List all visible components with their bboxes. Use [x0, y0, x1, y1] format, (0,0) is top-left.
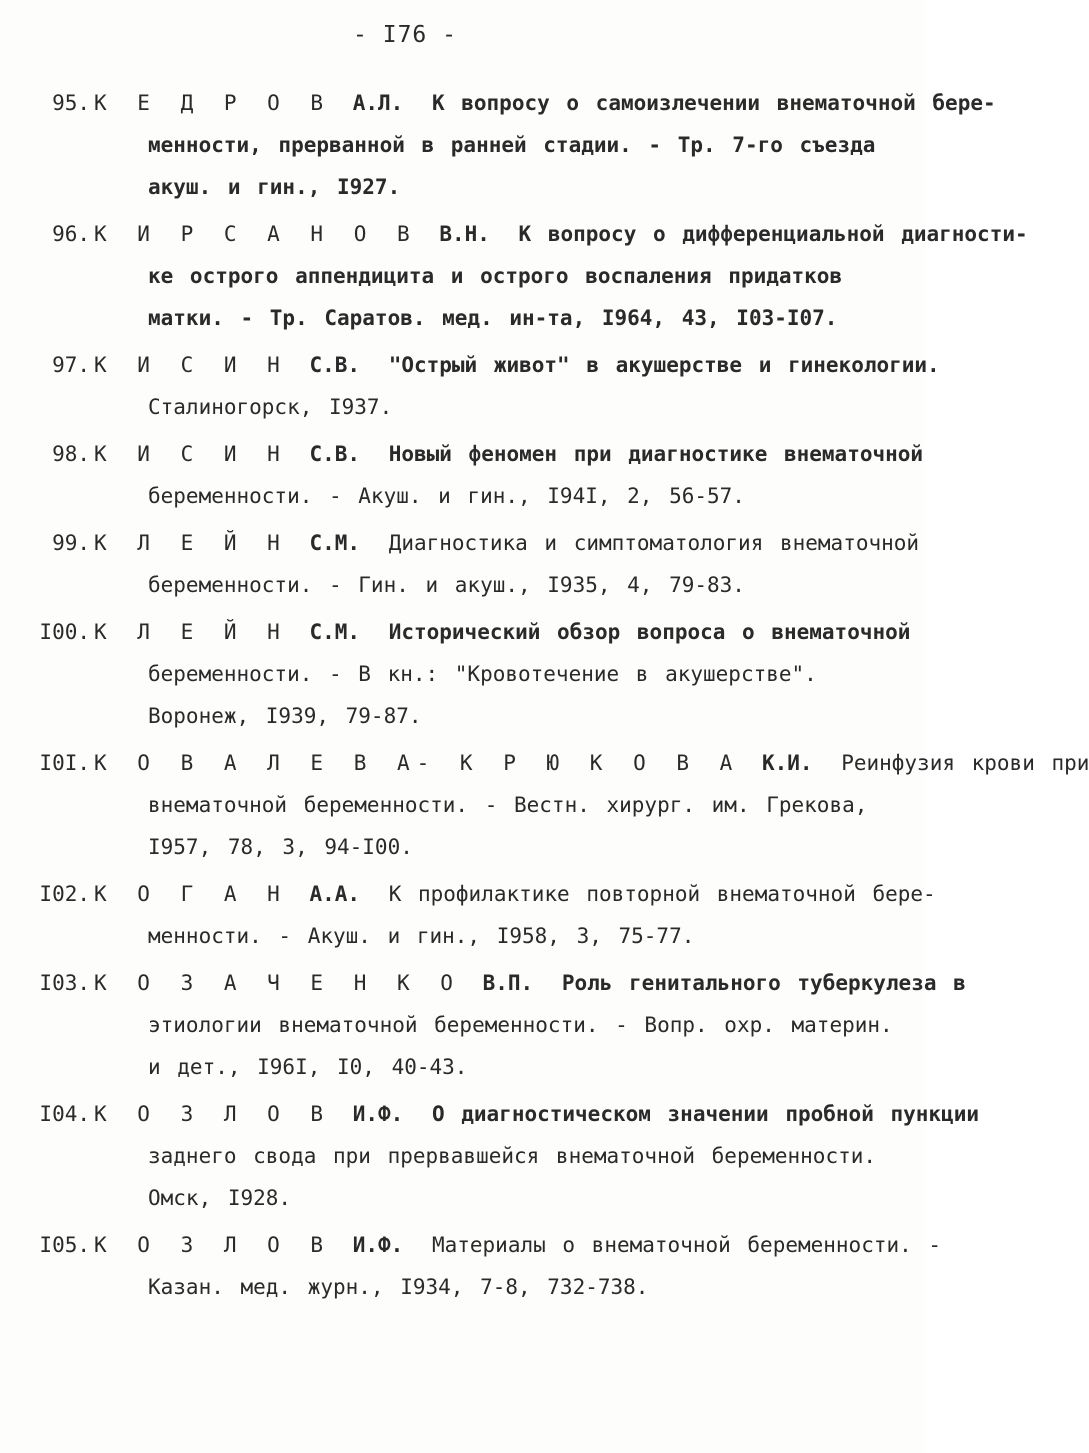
- entry-line: заднего свода при прервавшейся внематочной беременности.: [148, 1144, 877, 1168]
- entry-first-line: [94, 522, 920, 564]
- bibliography-entry: [0, 213, 1028, 339]
- bibliography-entry: [0, 344, 940, 428]
- entry-line: этиологии внематочной беременности. - Вопр. охр. материн.: [148, 1013, 893, 1037]
- entry-first-line: [94, 82, 996, 124]
- entry-line: менности, прерванной в ранней стадии. - Тр. 7-го съезда: [148, 133, 876, 157]
- entry-number: 96.: [52, 222, 90, 246]
- entry-line: К вопросу о самоизлечении внематочной бере-: [431, 91, 996, 115]
- page-number: - I76 -: [353, 22, 457, 48]
- entry-text: [94, 611, 911, 737]
- entry-text: [94, 433, 924, 517]
- author-surname: К О В А Л Е В А- К Р Ю К О В А: [94, 751, 740, 775]
- author-surname: К Л Е Й Н: [94, 620, 287, 644]
- entry-line: беременности. - Акуш. и гин., I94I, 2, 56-57.: [148, 484, 745, 508]
- entry-text: [94, 82, 996, 208]
- entry-line: ке острого аппендицита и острого воспаления придатков: [148, 264, 843, 288]
- entry-line: I957, 78, 3, 94-I00.: [148, 835, 413, 859]
- bibliography-entry: [0, 742, 1089, 868]
- author-initials: И.Ф.: [352, 1233, 404, 1257]
- entry-number: 95.: [52, 91, 90, 115]
- entry-number: 98.: [52, 442, 90, 466]
- entry-line: менности. - Акуш. и гин., I958, 3, 75-77.: [148, 924, 695, 948]
- entry-line: Исторический обзор вопроса о внематочной: [388, 620, 911, 644]
- entry-line: матки. - Тр. Саратов. мед. ин-та, I964, 43, I03-I07.: [148, 306, 838, 330]
- entry-number: I05.: [39, 1233, 90, 1257]
- author-initials: А.Л.: [352, 91, 404, 115]
- entry-first-line: [94, 433, 924, 475]
- entry-number: 97.: [52, 353, 90, 377]
- entry-text: [94, 213, 1028, 339]
- entry-first-line: [94, 962, 966, 1004]
- entry-number: I04.: [39, 1102, 90, 1126]
- entry-text: [94, 344, 940, 428]
- entry-number: I0I.: [39, 751, 90, 775]
- entry-first-line: [94, 344, 940, 386]
- entry-first-line: [94, 1224, 942, 1266]
- entry-text: [94, 962, 966, 1088]
- bibliography-entry: [0, 1224, 942, 1308]
- entry-first-line: [94, 611, 911, 653]
- author-surname: К И Р С А Н О В: [94, 222, 417, 246]
- bibliography-list: [0, 82, 1089, 1313]
- entry-first-line: [94, 213, 1028, 255]
- entry-line: Казан. мед. журн., I934, 7-8, 732-738.: [148, 1275, 649, 1299]
- author-surname: К О З Л О В: [94, 1102, 331, 1126]
- author-initials: С.М.: [309, 531, 361, 555]
- entry-line: О диагностическом значении пробной пункции: [431, 1102, 979, 1126]
- bibliography-entry: [0, 1093, 979, 1219]
- entry-line: "Острый живот" в акушерстве и гинекологии.: [388, 353, 940, 377]
- author-surname: К О З Л О В: [94, 1233, 331, 1257]
- entry-number: 99.: [52, 531, 90, 555]
- entry-line: внематочной беременности. - Вестн. хирург. им. Грекова,: [148, 793, 868, 817]
- entry-text: [94, 873, 936, 957]
- entry-line: Сталиногорск, I937.: [148, 395, 393, 419]
- entry-line: беременности. - Гин. и акуш., I935, 4, 79-83.: [148, 573, 745, 597]
- bibliography-entry: [0, 433, 924, 517]
- entry-text: [94, 522, 920, 606]
- author-surname: К Е Д Р О В: [94, 91, 331, 115]
- entry-line: Омск, I928.: [148, 1186, 292, 1210]
- author-initials: И.Ф.: [352, 1102, 404, 1126]
- entry-text: [94, 742, 1089, 868]
- entry-line: Новый феномен при диагностике внематочной: [388, 442, 924, 466]
- entry-line: беременности. - В кн.: "Кровотечение в акушерстве".: [148, 662, 817, 686]
- bibliography-entry: [0, 962, 966, 1088]
- bibliography-entry: [0, 522, 924, 606]
- entry-first-line: [94, 742, 1089, 784]
- author-initials: С.В.: [309, 442, 361, 466]
- author-surname: К О З А Ч Е Н К О: [94, 971, 460, 995]
- author-surname: К О Г А Н: [94, 882, 287, 906]
- entry-text: [94, 1224, 942, 1308]
- entry-first-line: [94, 1093, 979, 1135]
- entry-text: [94, 1093, 979, 1219]
- entry-line: и дет., I96I, I0, 40-43.: [148, 1055, 468, 1079]
- entry-line: Материалы о внематочной беременности. -: [431, 1233, 942, 1257]
- author-initials: А.А.: [309, 882, 361, 906]
- entry-line: К профилактике повторной внематочной бере-: [388, 882, 936, 906]
- entry-line: Воронеж, I939, 79-87.: [148, 704, 422, 728]
- author-initials: С.М.: [309, 620, 361, 644]
- author-surname: К И С И Н: [94, 442, 287, 466]
- entry-line: Роль генитального туберкулеза в: [561, 971, 966, 995]
- entry-line: К вопросу о дифференциальной диагности-: [518, 222, 1028, 246]
- author-initials: С.В.: [309, 353, 361, 377]
- bibliography-entry: [0, 611, 924, 737]
- entry-number: I03.: [39, 971, 90, 995]
- author-surname: К Л Е Й Н: [94, 531, 287, 555]
- bibliography-entry: [0, 873, 936, 957]
- author-initials: К.И.: [761, 751, 813, 775]
- bibliography-entry: [0, 82, 996, 208]
- entry-number: I00.: [39, 620, 90, 644]
- author-initials: В.П.: [482, 971, 534, 995]
- author-initials: В.Н.: [439, 222, 490, 246]
- entry-line: Реинфузия крови при: [841, 751, 1089, 775]
- entry-line: акуш. и гин., I927.: [148, 175, 401, 199]
- entry-line: Диагностика и симптоматология внематочной: [388, 531, 920, 555]
- author-surname: К И С И Н: [94, 353, 287, 377]
- entry-first-line: [94, 873, 936, 915]
- entry-number: I02.: [39, 882, 90, 906]
